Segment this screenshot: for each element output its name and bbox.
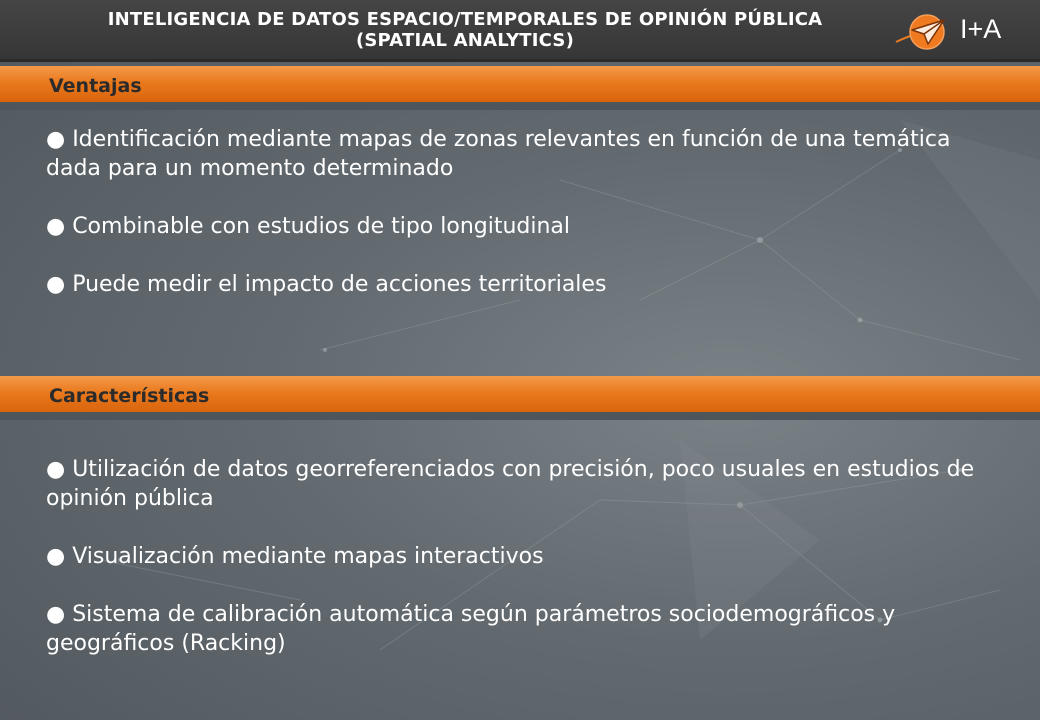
page-title-line-2: (SPATIAL ANALYTICS)	[355, 30, 575, 51]
logo-text: I+A	[960, 14, 1002, 44]
caracteristicas-list	[46, 455, 976, 687]
header-bar	[0, 0, 1040, 62]
list-item: ● Utilización de datos georreferenciados con precisión, poco usuales en estudios de opinión pública	[46, 457, 975, 511]
list-item: ● Puede medir el impacto de acciones territoriales	[46, 272, 607, 297]
section-header-caracteristicas	[0, 376, 1040, 420]
list-item: ● Sistema de calibración automática según parámetros sociodemográficos y geográficos (Racking)	[46, 602, 896, 656]
list-item: ● Identificación mediante mapas de zonas relevantes en función de una temática dada para un momento determinado	[46, 127, 951, 181]
page-title	[40, 9, 890, 51]
list-item: ● Combinable con estudios de tipo longitudinal	[46, 214, 571, 239]
page-title-line-1: INTELIGENCIA DE DATOS ESPACIO/TEMPORALES DE OPINIÓN PÚBLICA	[107, 9, 823, 30]
section-title-caracteristicas: Características	[49, 385, 210, 407]
ventajas-list	[46, 125, 976, 328]
company-logo	[894, 12, 1024, 52]
section-title-ventajas: Ventajas	[49, 75, 142, 97]
paper-plane-logo-icon	[894, 12, 954, 52]
list-item: ● Visualización mediante mapas interactivos	[46, 544, 544, 569]
section-header-ventajas	[0, 66, 1040, 110]
